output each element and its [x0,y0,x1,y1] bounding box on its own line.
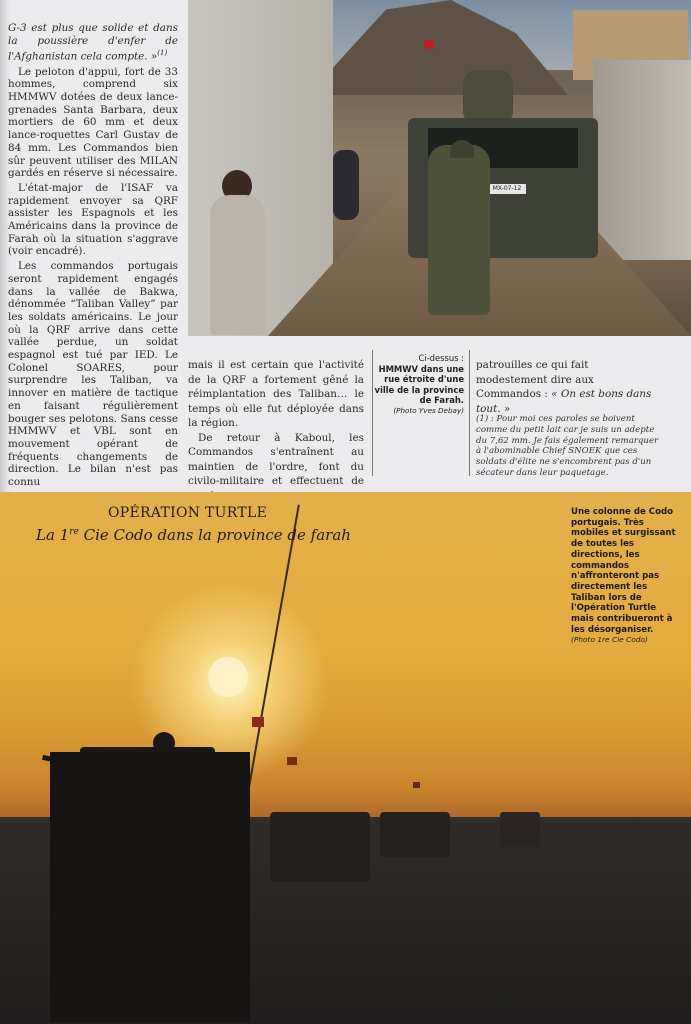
text-column-3 [476,358,656,416]
caption-body: HMMWV dans une rue étroite d'une ville de la province de Farah. [374,363,464,406]
subtitle-sup: re [69,527,79,537]
photo-pennant-1 [252,717,264,727]
footnote-marker: (1) [157,49,168,58]
photo-sun [208,657,248,697]
col2-paragraph-2: De retour à Kaboul, les Commandos s'entraînent au maintien de l'ordre, font du civilo-militaire et effectuent de [188,431,364,487]
photo-wall-right [593,60,691,260]
caption-lead: Ci-dessus : [418,353,464,363]
photo-helmet [450,140,474,158]
col1-quote-text: G-3 est plus que solide et dans la poussière d'enfer de l'Afghanistan cela compte. » [8,22,178,63]
photo-vehicle-2 [270,812,370,882]
col1-paragraph-2: Le peloton d'appui, fort de 33 hommes, comprend six HMMWV dotées de deux lance-grenades Santa Barbara, deux mortiers de 60 mm et deux lance-roquettes Carl Gustav de 84 mm. Les Commandos bien sûr peuvent utiliser des MILAN gardés en réserve si nécessaire. [8,65,178,180]
photo-vehicle-1 [50,752,250,1022]
caption-bottom-body: Une colonne de Codo portugais. Très mobiles et surgissant de toutes les directions, les commandos n'affronteront pas directement les Taliban lors de l'Opération Turtle mais contribueront à les désorganiser. [571,507,676,635]
caption-bottom-photo [571,507,679,646]
photo-pennant-3 [413,782,420,788]
col1-paragraph-3: L'état-major de l'ISAF va rapidement envoyer sa QRF assister les Espagnols et les Américains dans la province de Farah où la situation s'aggrave (voir encadré). [8,181,178,258]
caption-credit: (Photo Yves Debay) [393,405,464,415]
col3-quote: « On est bons dans tout. » [476,388,652,415]
col2-paragraph-1: mais il est certain que l'activité de la QRF a fortement gêné la réimplantation des Taliban… le temps où elle fut déployée dans la région. [188,359,364,429]
photo-license-plate: MX-07-12 [488,184,526,194]
photo-pennant-2 [287,757,297,765]
subtitle-pre: La 1 [36,526,70,544]
col1-paragraph-quote [8,22,178,64]
photo-hmmwv-street [188,0,691,336]
photo-soldier [428,145,490,315]
subtitle-post: Cie Codo dans la province de farah [78,526,351,544]
col3-text: patrouilles ce qui fait modestement dire aux Commandos : [476,359,594,400]
column-rule-right [469,350,470,476]
col1-paragraph-4: Les commandos portugais seront rapidement engagés dans la vallée de Bakwa, dénommée “Taliban Valley” par les soldats américains. Le jour où la QRF arrive dans cette vallée perdue, un soldat espagnol est tué par IED. Le Colonel SOARES, pour surprendre les Taliban, va innover en matière de tactique en faisant régulièrement bouger ses pelotons. Sans cesse HMMWV et VBL sont en mouvement opérant de fréquents changements de direction. Le bilan n'est pas connu [8,260,178,489]
section-subtitle [36,526,351,544]
caption-top-photo [374,353,464,417]
photo-gunner-silhouette [153,732,175,754]
caption-bottom-credit: (Photo 1re Cie Codo) [571,635,648,645]
text-column-2 [188,358,364,503]
text-column-1 [8,22,178,491]
photo-gunner [463,70,513,125]
section-title: OPÉRATION TURTLE [108,505,268,521]
photo-vehicle-3 [380,812,450,857]
photo-vehicle-4 [500,812,540,847]
photo-boy [210,195,265,335]
column-rule-left [372,350,373,476]
footnote: (1) : Pour moi ces paroles se boivent comme du petit lait car je suis un adepte du 7,62 mm. Je fais également remarquer à l'abominable Chief SNOEK que ces soldats d'élite ne s'encombrent pas d'un sécateur dans leur paquetage. [476,414,659,478]
photo-flag [424,40,434,49]
photo-child [333,150,359,220]
